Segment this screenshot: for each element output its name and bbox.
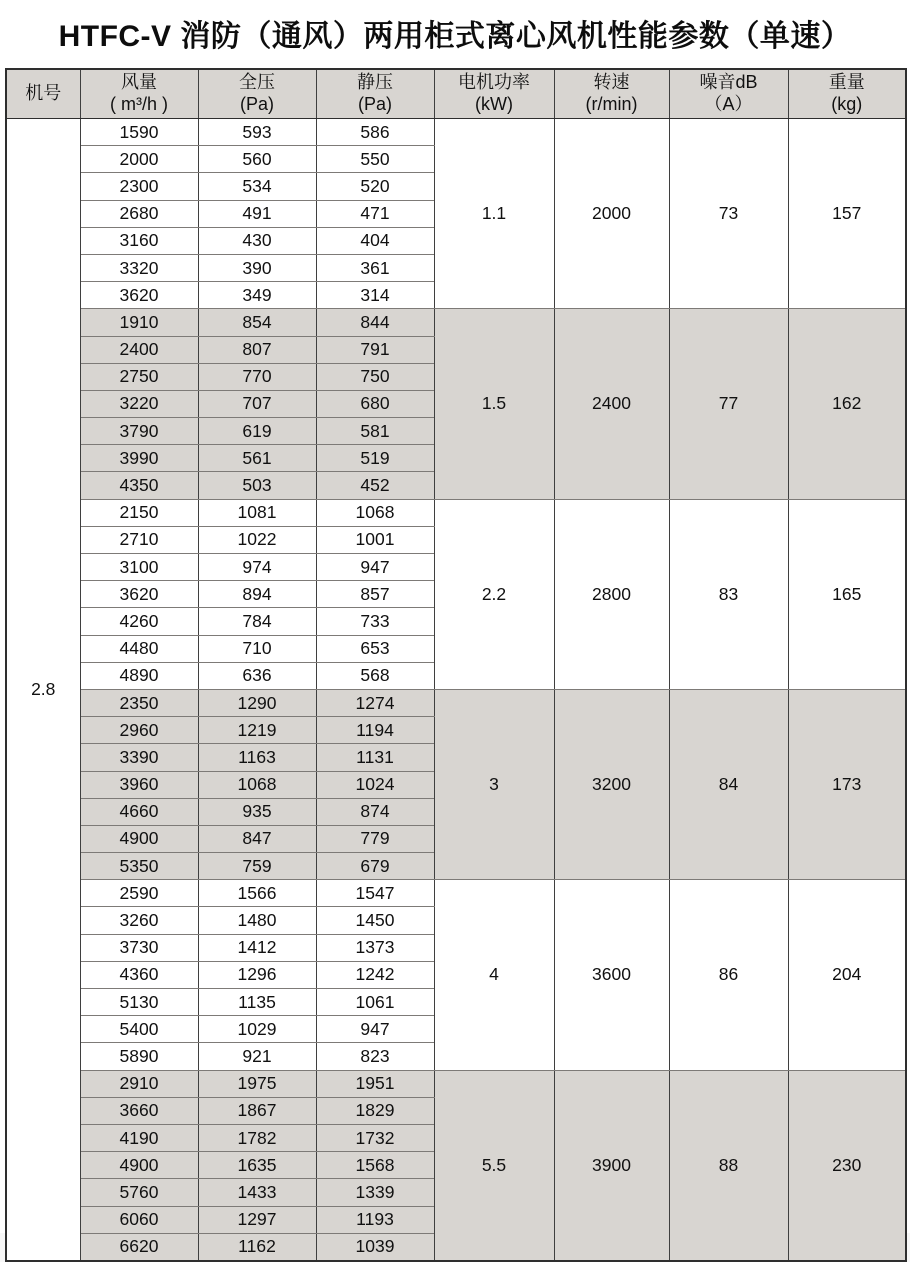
static-pressure-cell: 1547 <box>316 880 434 907</box>
total-pressure-cell: 784 <box>198 608 316 635</box>
airflow-cell: 3660 <box>80 1097 198 1124</box>
total-pressure-cell: 1219 <box>198 717 316 744</box>
static-pressure-cell: 791 <box>316 336 434 363</box>
static-pressure-cell: 680 <box>316 390 434 417</box>
total-pressure-cell: 759 <box>198 853 316 880</box>
static-pressure-cell: 1274 <box>316 689 434 716</box>
speed-cell: 2400 <box>554 309 669 499</box>
static-pressure-cell: 857 <box>316 581 434 608</box>
model-number-cell: 2.8 <box>6 119 80 1261</box>
total-pressure-cell: 1635 <box>198 1152 316 1179</box>
static-pressure-cell: 1061 <box>316 989 434 1016</box>
airflow-cell: 2960 <box>80 717 198 744</box>
table-row <box>6 499 906 526</box>
table-header <box>6 69 906 119</box>
static-pressure-cell: 568 <box>316 662 434 689</box>
total-pressure-cell: 619 <box>198 418 316 445</box>
total-pressure-cell: 807 <box>198 336 316 363</box>
total-pressure-cell: 1290 <box>198 689 316 716</box>
total-pressure-cell: 935 <box>198 798 316 825</box>
static-pressure-cell: 779 <box>316 825 434 852</box>
header-static-pressure: 静压 (Pa) <box>316 69 434 119</box>
total-pressure-cell: 707 <box>198 390 316 417</box>
total-pressure-cell: 1297 <box>198 1206 316 1233</box>
airflow-cell: 5400 <box>80 1016 198 1043</box>
weight-cell: 165 <box>788 499 906 689</box>
table-row <box>6 689 906 716</box>
static-pressure-cell: 823 <box>316 1043 434 1070</box>
total-pressure-cell: 561 <box>198 445 316 472</box>
airflow-cell: 4900 <box>80 825 198 852</box>
static-pressure-cell: 581 <box>316 418 434 445</box>
header-total-pressure: 全压 (Pa) <box>198 69 316 119</box>
total-pressure-cell: 1029 <box>198 1016 316 1043</box>
static-pressure-cell: 1373 <box>316 934 434 961</box>
airflow-cell: 2910 <box>80 1070 198 1097</box>
table-row <box>6 119 906 146</box>
airflow-cell: 2680 <box>80 200 198 227</box>
static-pressure-cell: 314 <box>316 282 434 309</box>
airflow-cell: 3730 <box>80 934 198 961</box>
airflow-cell: 4360 <box>80 961 198 988</box>
total-pressure-cell: 1163 <box>198 744 316 771</box>
static-pressure-cell: 947 <box>316 1016 434 1043</box>
noise-cell: 83 <box>669 499 788 689</box>
noise-cell: 84 <box>669 689 788 879</box>
total-pressure-cell: 710 <box>198 635 316 662</box>
airflow-cell: 5890 <box>80 1043 198 1070</box>
static-pressure-cell: 1001 <box>316 526 434 553</box>
static-pressure-cell: 679 <box>316 853 434 880</box>
header-noise: 噪音dB （A） <box>669 69 788 119</box>
airflow-cell: 2590 <box>80 880 198 907</box>
noise-cell: 88 <box>669 1070 788 1261</box>
power-cell: 5.5 <box>434 1070 554 1261</box>
table-row <box>6 309 906 336</box>
airflow-cell: 3260 <box>80 907 198 934</box>
airflow-cell: 2150 <box>80 499 198 526</box>
header-row <box>6 69 906 119</box>
power-cell: 1.5 <box>434 309 554 499</box>
total-pressure-cell: 1162 <box>198 1233 316 1261</box>
total-pressure-cell: 1068 <box>198 771 316 798</box>
airflow-cell: 1910 <box>80 309 198 336</box>
airflow-cell: 4660 <box>80 798 198 825</box>
header-motor-power: 电机功率 (kW) <box>434 69 554 119</box>
total-pressure-cell: 770 <box>198 363 316 390</box>
static-pressure-cell: 874 <box>316 798 434 825</box>
static-pressure-cell: 844 <box>316 309 434 336</box>
total-pressure-cell: 560 <box>198 146 316 173</box>
airflow-cell: 3160 <box>80 227 198 254</box>
table-row <box>6 880 906 907</box>
static-pressure-cell: 520 <box>316 173 434 200</box>
total-pressure-cell: 534 <box>198 173 316 200</box>
airflow-cell: 3390 <box>80 744 198 771</box>
total-pressure-cell: 1566 <box>198 880 316 907</box>
static-pressure-cell: 1339 <box>316 1179 434 1206</box>
airflow-cell: 2300 <box>80 173 198 200</box>
static-pressure-cell: 947 <box>316 554 434 581</box>
airflow-cell: 3990 <box>80 445 198 472</box>
total-pressure-cell: 1135 <box>198 989 316 1016</box>
airflow-cell: 4350 <box>80 472 198 499</box>
airflow-cell: 4890 <box>80 662 198 689</box>
fan-performance-table <box>5 68 907 1262</box>
header-model: 机号 <box>6 69 80 119</box>
static-pressure-cell: 1242 <box>316 961 434 988</box>
weight-cell: 157 <box>788 119 906 309</box>
static-pressure-cell: 1024 <box>316 771 434 798</box>
airflow-cell: 4900 <box>80 1152 198 1179</box>
static-pressure-cell: 1068 <box>316 499 434 526</box>
airflow-cell: 3960 <box>80 771 198 798</box>
header-weight: 重量 (kg) <box>788 69 906 119</box>
total-pressure-cell: 1296 <box>198 961 316 988</box>
airflow-cell: 5760 <box>80 1179 198 1206</box>
total-pressure-cell: 1480 <box>198 907 316 934</box>
total-pressure-cell: 503 <box>198 472 316 499</box>
static-pressure-cell: 1829 <box>316 1097 434 1124</box>
total-pressure-cell: 636 <box>198 662 316 689</box>
table-body <box>6 119 906 1261</box>
speed-cell: 3900 <box>554 1070 669 1261</box>
airflow-cell: 5350 <box>80 853 198 880</box>
static-pressure-cell: 1732 <box>316 1124 434 1151</box>
weight-cell: 173 <box>788 689 906 879</box>
airflow-cell: 3790 <box>80 418 198 445</box>
static-pressure-cell: 471 <box>316 200 434 227</box>
header-airflow: 风量 ( m³/h ) <box>80 69 198 119</box>
total-pressure-cell: 390 <box>198 254 316 281</box>
power-cell: 4 <box>434 880 554 1070</box>
static-pressure-cell: 1131 <box>316 744 434 771</box>
static-pressure-cell: 1951 <box>316 1070 434 1097</box>
page-title: HTFC-V 消防（通风）两用柜式离心风机性能参数（单速） <box>58 20 852 53</box>
static-pressure-cell: 733 <box>316 608 434 635</box>
power-cell: 2.2 <box>434 499 554 689</box>
airflow-cell: 3320 <box>80 254 198 281</box>
static-pressure-cell: 361 <box>316 254 434 281</box>
weight-cell: 162 <box>788 309 906 499</box>
airflow-cell: 3100 <box>80 554 198 581</box>
static-pressure-cell: 1039 <box>316 1233 434 1261</box>
noise-cell: 77 <box>669 309 788 499</box>
airflow-cell: 3220 <box>80 390 198 417</box>
static-pressure-cell: 452 <box>316 472 434 499</box>
total-pressure-cell: 1081 <box>198 499 316 526</box>
header-speed: 转速 (r/min) <box>554 69 669 119</box>
total-pressure-cell: 349 <box>198 282 316 309</box>
airflow-cell: 2350 <box>80 689 198 716</box>
airflow-cell: 6060 <box>80 1206 198 1233</box>
static-pressure-cell: 1194 <box>316 717 434 744</box>
table-row <box>6 1070 906 1097</box>
total-pressure-cell: 430 <box>198 227 316 254</box>
airflow-cell: 3620 <box>80 282 198 309</box>
speed-cell: 2800 <box>554 499 669 689</box>
airflow-cell: 4480 <box>80 635 198 662</box>
airflow-cell: 4260 <box>80 608 198 635</box>
noise-cell: 73 <box>669 119 788 309</box>
airflow-cell: 2400 <box>80 336 198 363</box>
static-pressure-cell: 519 <box>316 445 434 472</box>
airflow-cell: 4190 <box>80 1124 198 1151</box>
total-pressure-cell: 1433 <box>198 1179 316 1206</box>
total-pressure-cell: 921 <box>198 1043 316 1070</box>
static-pressure-cell: 550 <box>316 146 434 173</box>
weight-cell: 204 <box>788 880 906 1070</box>
airflow-cell: 6620 <box>80 1233 198 1261</box>
static-pressure-cell: 586 <box>316 119 434 146</box>
static-pressure-cell: 1568 <box>316 1152 434 1179</box>
power-cell: 3 <box>434 689 554 879</box>
speed-cell: 3600 <box>554 880 669 1070</box>
static-pressure-cell: 750 <box>316 363 434 390</box>
total-pressure-cell: 1782 <box>198 1124 316 1151</box>
total-pressure-cell: 491 <box>198 200 316 227</box>
airflow-cell: 1590 <box>80 119 198 146</box>
total-pressure-cell: 1022 <box>198 526 316 553</box>
noise-cell: 86 <box>669 880 788 1070</box>
total-pressure-cell: 894 <box>198 581 316 608</box>
airflow-cell: 2710 <box>80 526 198 553</box>
static-pressure-cell: 404 <box>316 227 434 254</box>
airflow-cell: 3620 <box>80 581 198 608</box>
static-pressure-cell: 653 <box>316 635 434 662</box>
total-pressure-cell: 1975 <box>198 1070 316 1097</box>
static-pressure-cell: 1450 <box>316 907 434 934</box>
static-pressure-cell: 1193 <box>316 1206 434 1233</box>
total-pressure-cell: 593 <box>198 119 316 146</box>
speed-cell: 3200 <box>554 689 669 879</box>
total-pressure-cell: 974 <box>198 554 316 581</box>
total-pressure-cell: 1412 <box>198 934 316 961</box>
weight-cell: 230 <box>788 1070 906 1261</box>
airflow-cell: 5130 <box>80 989 198 1016</box>
speed-cell: 2000 <box>554 119 669 309</box>
power-cell: 1.1 <box>434 119 554 309</box>
total-pressure-cell: 854 <box>198 309 316 336</box>
airflow-cell: 2750 <box>80 363 198 390</box>
total-pressure-cell: 1867 <box>198 1097 316 1124</box>
total-pressure-cell: 847 <box>198 825 316 852</box>
airflow-cell: 2000 <box>80 146 198 173</box>
